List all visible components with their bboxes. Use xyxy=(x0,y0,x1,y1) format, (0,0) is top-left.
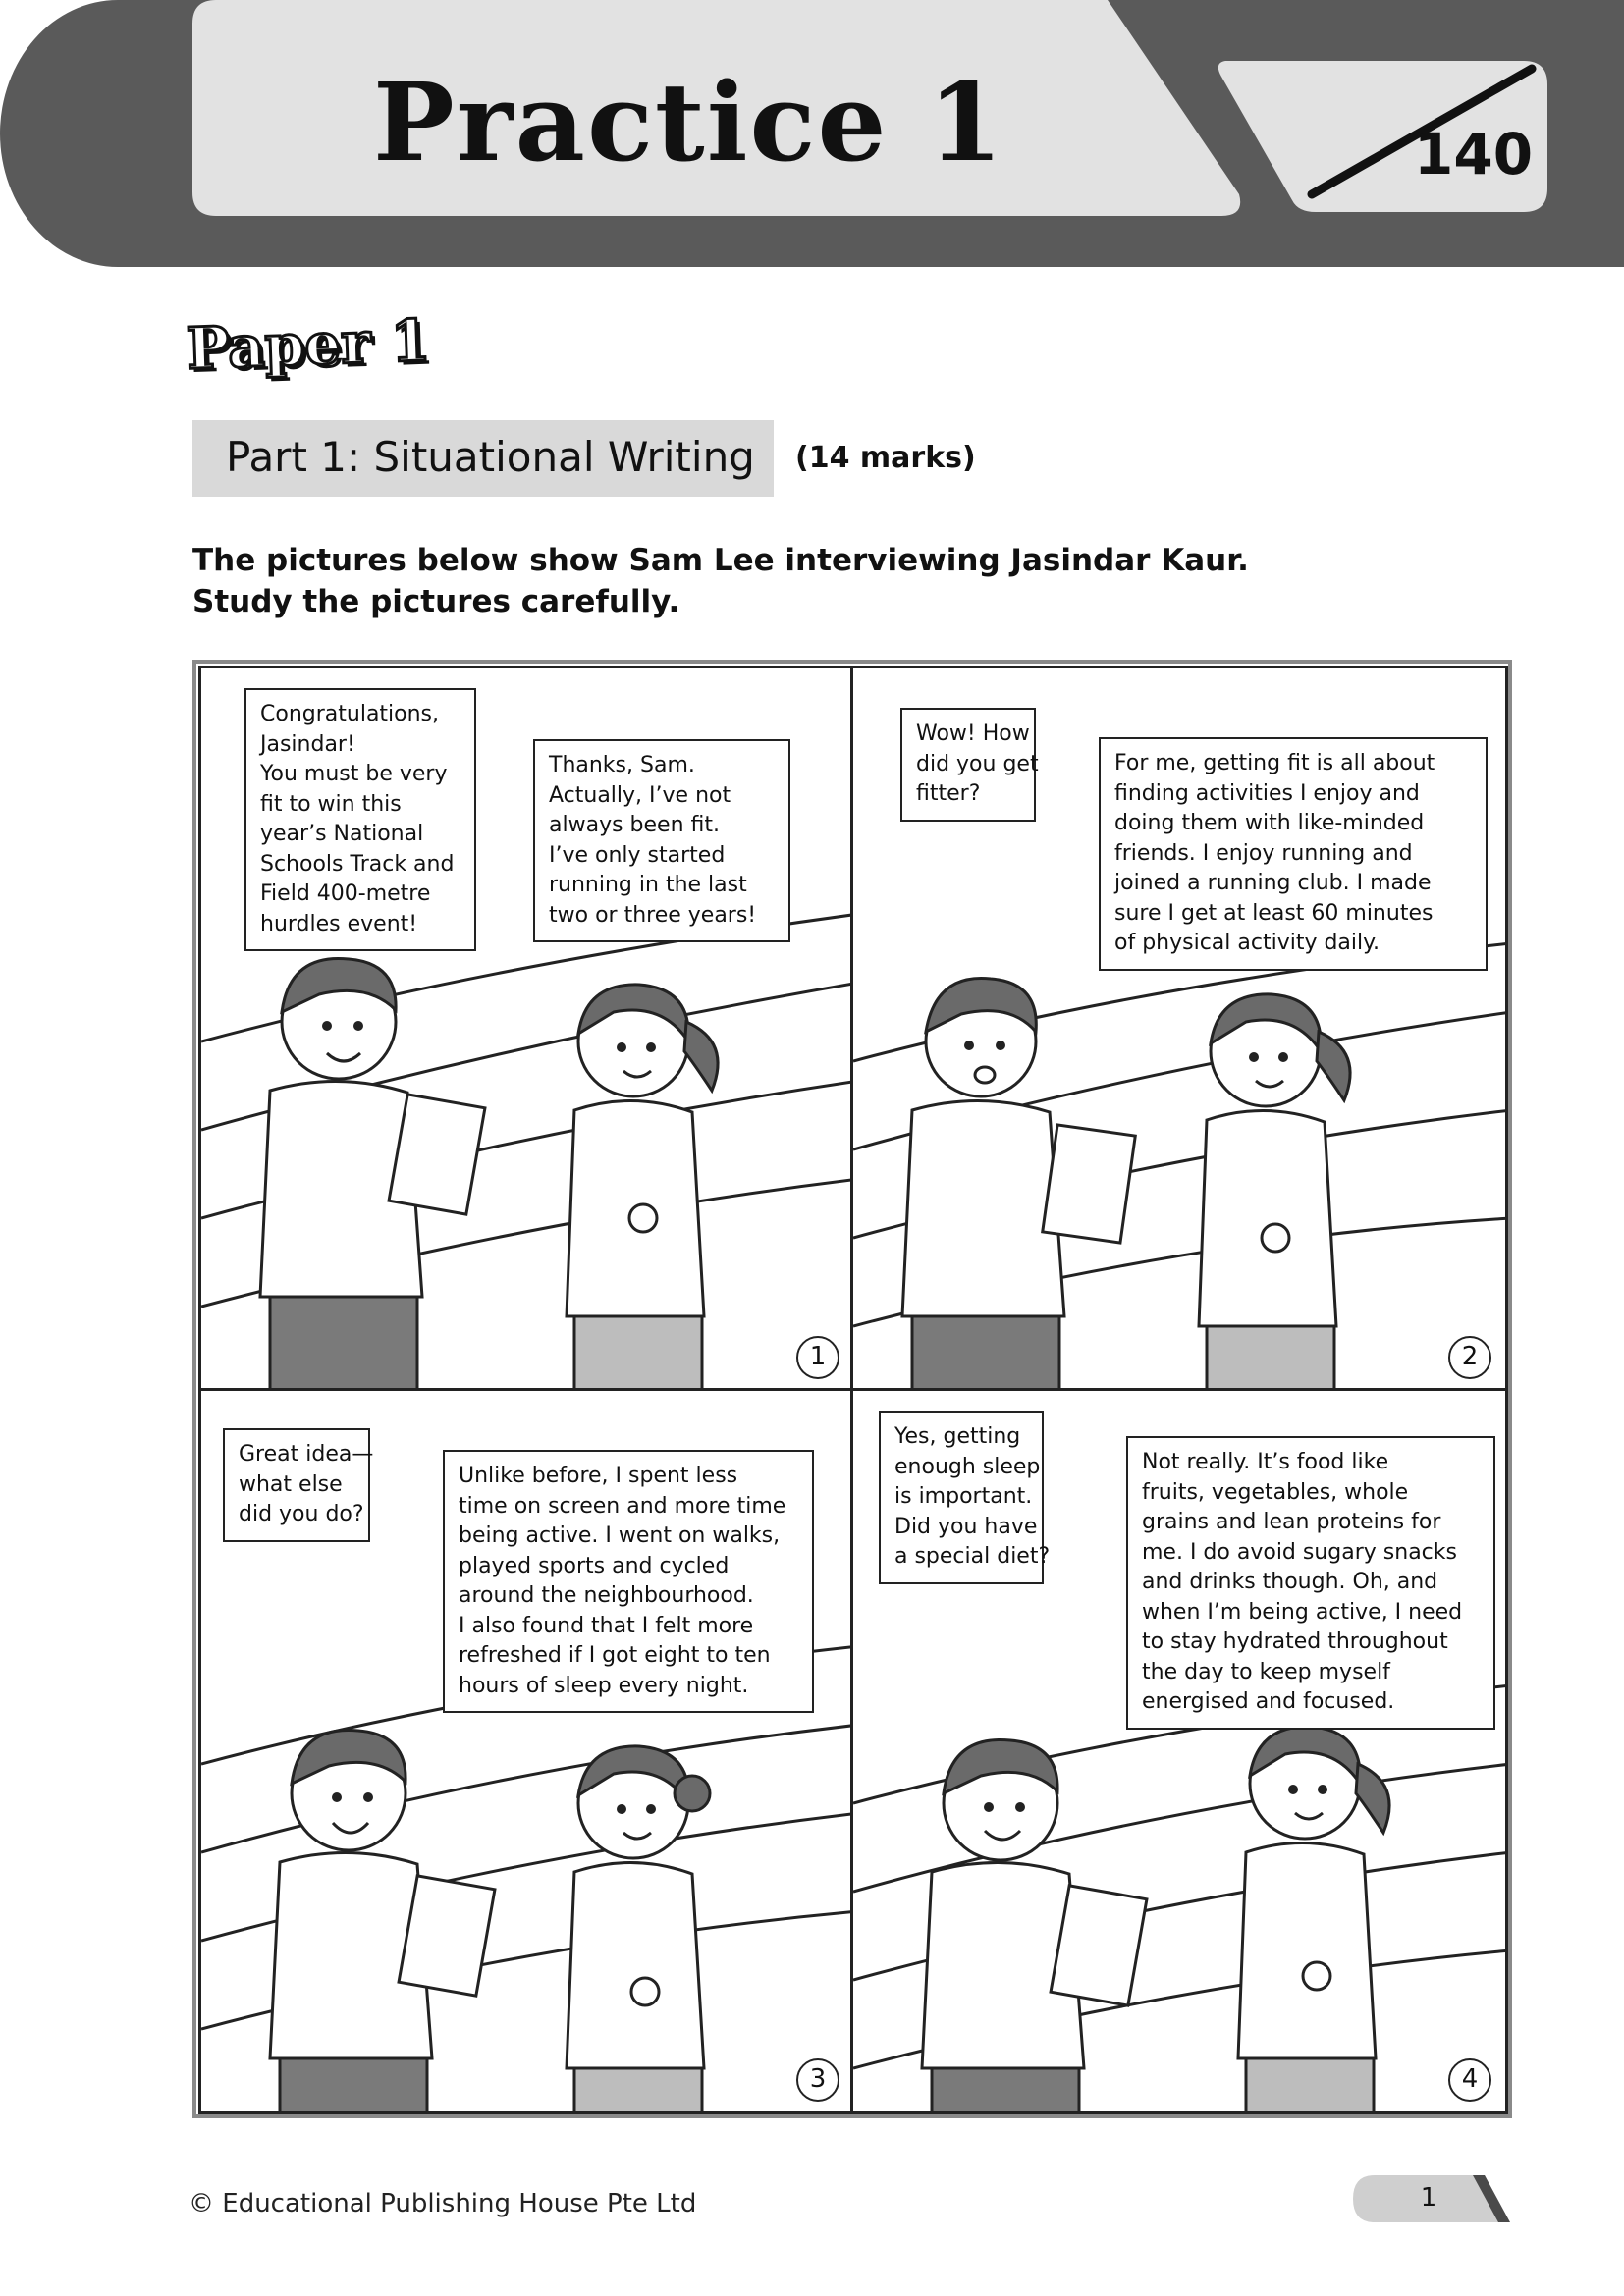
bubble-text-line: Thanks, Sam. xyxy=(549,753,695,777)
bubble-text-line: I also found that I felt more xyxy=(459,1613,754,1638)
comic-panel-1 xyxy=(198,666,856,1392)
section-title: Part 1: Situational Writing xyxy=(226,433,755,481)
bubble-text-line: time on screen and more time xyxy=(459,1493,786,1519)
bubble-text-line: joined a running club. I made xyxy=(1114,871,1432,895)
bubble-text-line: did you do? xyxy=(239,1502,364,1526)
bubble-text-line: refreshed if I got eight to ten xyxy=(459,1643,771,1668)
bubble-text-line: enough sleep xyxy=(894,1454,1041,1479)
speech-bubble-sam xyxy=(244,688,476,951)
bubble-text-line: always been fit. xyxy=(549,813,720,837)
bubble-text-line: around the neighbourhood. xyxy=(459,1583,754,1608)
bubble-text-line: Did you have xyxy=(894,1514,1038,1539)
instruction-line: The pictures below show Sam Lee interviewing Jasindar Kaur. xyxy=(192,543,1249,578)
boy-figure xyxy=(260,958,485,1392)
bubble-text-line: For me, getting fit is all about xyxy=(1114,751,1435,775)
bubble-text-line: fitter? xyxy=(916,781,981,806)
bubble-text-line: two or three years! xyxy=(549,902,757,928)
bubble-text-line: a special diet? xyxy=(894,1544,1051,1569)
bubble-text-line: is important. xyxy=(894,1484,1033,1509)
bubble-text-line: did you get xyxy=(916,751,1039,776)
panel-number-badge: 4 xyxy=(1448,2058,1491,2102)
speech-bubble-sam xyxy=(900,708,1039,822)
page-number: 1 xyxy=(1420,2183,1437,2213)
bubble-text-line: Not really. It’s food like xyxy=(1142,1450,1389,1474)
bubble-text-line: Great idea— xyxy=(239,1442,374,1467)
panel-number-badge: 2 xyxy=(1448,1336,1491,1379)
bubble-text-line: to stay hydrated throughout xyxy=(1142,1629,1448,1654)
total-marks: 140 xyxy=(1414,121,1534,187)
bubble-text-line: friends. I enjoy running and xyxy=(1114,840,1413,866)
speech-bubble-sam xyxy=(879,1411,1051,1584)
girl-figure xyxy=(567,1746,710,2114)
bubble-text-line: Wow! How xyxy=(916,721,1030,746)
bubble-text-line: when I’m being active, I need xyxy=(1142,1599,1463,1625)
bubble-text-line: what else xyxy=(239,1471,343,1497)
bubble-text-line: Field 400-metre xyxy=(260,881,431,906)
speech-bubble-jasindar xyxy=(443,1450,814,1713)
panel-number-badge: 3 xyxy=(796,2058,839,2102)
bubble-text-line: Yes, getting xyxy=(894,1424,1021,1449)
bubble-text-line: I’ve only started xyxy=(549,842,726,868)
speech-bubble-sam xyxy=(223,1428,374,1542)
boy-figure xyxy=(922,1739,1147,2114)
bubble-text-line: Actually, I’ve not xyxy=(549,782,731,808)
bubble-text-line: hurdles event! xyxy=(260,911,418,936)
bubble-text-line: doing them with like-minded xyxy=(1114,811,1425,835)
bubble-text-line: year’s National xyxy=(260,822,424,846)
girl-figure xyxy=(567,985,718,1392)
boy-figure xyxy=(902,978,1135,1392)
copyright-notice: © Educational Publishing House Pte Ltd xyxy=(189,2189,697,2218)
bubble-text-line: sure I get at least 60 minutes xyxy=(1114,900,1434,926)
bubble-text-line: hours of sleep every night. xyxy=(459,1673,749,1698)
bubble-text-line: grains and lean proteins for xyxy=(1142,1510,1441,1534)
practice-title: Practice 1 xyxy=(373,59,1005,186)
section-marks: (14 marks) xyxy=(795,441,976,475)
bubble-text-line: and drinks though. Oh, and xyxy=(1142,1570,1438,1594)
bubble-text-line: played sports and cycled xyxy=(459,1553,730,1578)
comic-panel-4 xyxy=(850,1388,1508,2114)
panel-number-badge: 1 xyxy=(796,1336,839,1379)
bubble-text-line: Jasindar! xyxy=(260,731,355,757)
bubble-text-line: fit to win this xyxy=(260,791,402,817)
comic-panel-3 xyxy=(198,1388,856,2114)
bubble-text-line: of physical activity daily. xyxy=(1114,931,1380,955)
bubble-text-line: Congratulations, xyxy=(260,702,440,726)
paper-label: Paper 1 xyxy=(185,306,432,383)
bubble-text-line: Unlike before, I spent less xyxy=(459,1464,738,1488)
bubble-text-line: running in the last xyxy=(549,873,747,897)
instructions xyxy=(192,540,1371,622)
bubble-text-line: You must be very xyxy=(260,762,448,786)
bubble-text-line: energised and focused. xyxy=(1142,1689,1395,1714)
speech-bubble-jasindar xyxy=(533,739,790,942)
speech-bubble-jasindar xyxy=(1099,737,1488,971)
speech-bubble-jasindar xyxy=(1126,1436,1495,1730)
bubble-text-line: fruits, vegetables, whole xyxy=(1142,1479,1409,1505)
girl-figure xyxy=(1238,1727,1389,2114)
bubble-text-line: Schools Track and xyxy=(260,851,455,877)
bubble-text-line: finding activities I enjoy and xyxy=(1114,780,1420,806)
girl-figure xyxy=(1199,994,1350,1392)
comic-panel-2 xyxy=(850,666,1508,1392)
instruction-line: Study the pictures carefully. xyxy=(192,584,680,619)
bubble-text-line: the day to keep myself xyxy=(1142,1659,1390,1684)
bubble-text-line: me. I do avoid sugary snacks xyxy=(1142,1539,1457,1565)
bubble-text-line: being active. I went on walks, xyxy=(459,1523,781,1548)
